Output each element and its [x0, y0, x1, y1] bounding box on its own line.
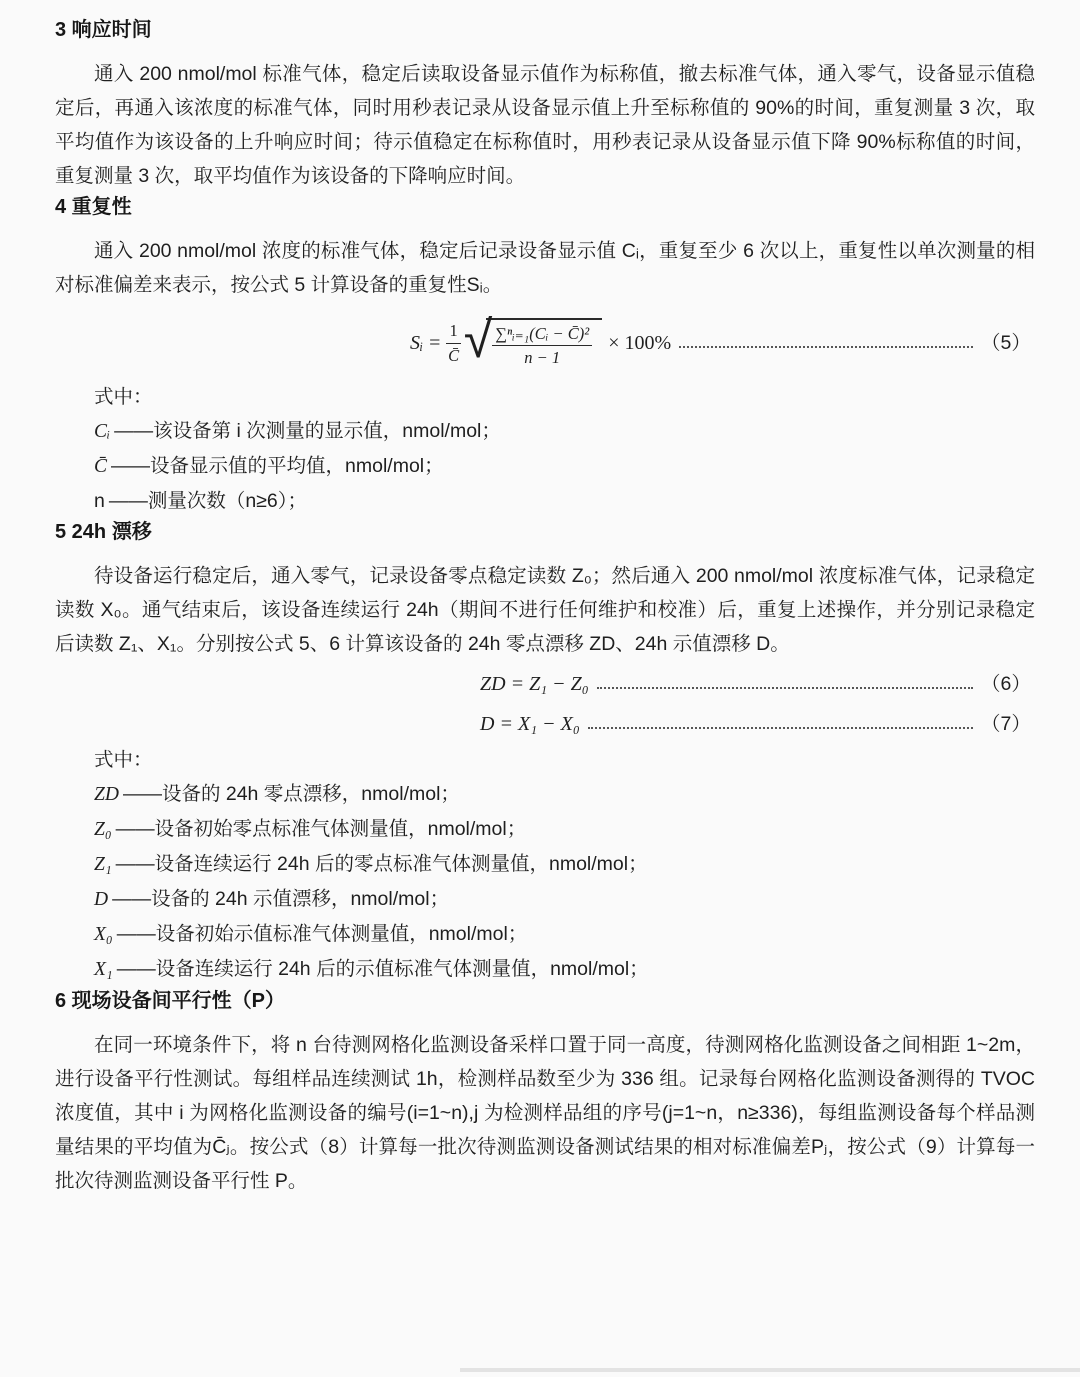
definition-desc: ——测量次数（n≥6）；	[108, 490, 308, 512]
definition-desc: ——设备显示值的平均值，nmol/mol；	[111, 455, 444, 477]
definition-row	[94, 812, 1035, 847]
definitions-list-2	[55, 777, 1035, 987]
definition-term: X₀	[94, 924, 113, 945]
definition-desc: ——设备初始示值标准气体测量值，nmol/mol；	[116, 923, 528, 945]
where-label-2: 式中：	[94, 749, 153, 771]
section-4-paragraph: 通入 200 nmol/mol 浓度的标准气体，稳定后记录设备显示值 Cᵢ，重复至少 6 次以上，重复性以单次测量的相对标准偏差来表示，按公式 5 计算设备的重复性Sᵢ。	[55, 240, 1035, 296]
dot-leader	[588, 727, 973, 729]
definition-row	[94, 882, 1035, 917]
definition-term: Z₀	[94, 819, 112, 840]
coefficient-fraction	[446, 320, 460, 366]
radicand-denominator: n − 1	[524, 348, 561, 367]
definition-term: X₁	[94, 959, 113, 980]
formula-6-body: ZD = Z₁ − Z₀	[480, 673, 589, 695]
formula-7	[55, 707, 1035, 741]
section-3-heading: 3 响应时间	[55, 19, 152, 41]
definition-desc: ——设备连续运行 24h 后的零点标准气体测量值，nmol/mol；	[115, 853, 648, 875]
definition-term: C̄	[94, 456, 108, 477]
dot-leader	[597, 687, 973, 689]
definition-desc: ——设备的 24h 示值漂移，nmol/mol；	[112, 888, 450, 910]
page-edge-scan-artifact	[460, 1368, 1080, 1372]
definition-term: Z₁	[94, 854, 112, 875]
section-5-heading: 5 24h 漂移	[55, 521, 152, 543]
definition-row	[94, 449, 1035, 484]
section-4-heading: 4 重复性	[55, 196, 132, 218]
definition-term: ZD	[94, 784, 119, 805]
dot-leader	[679, 346, 973, 348]
coefficient-numerator: 1	[446, 320, 460, 343]
formula-5-body	[410, 310, 672, 370]
definition-desc: ——该设备第 i 次测量的显示值，nmol/mol；	[114, 420, 501, 442]
formula-6	[55, 667, 1035, 701]
definition-term: D	[94, 889, 109, 910]
section-3-paragraph: 通入 200 nmol/mol 标准气体，稳定后读取设备显示值作为标称值，撤去标准气体，通入零气，设备显示值稳定后，再通入该浓度的标准气体，同时用秒表记录从设备显示值上升至标称值的 90%的时间，重复测量 3 次，取平均值作为该设备的上升响应时间；待示值稳定在标称值时，用秒表记录从设备显示值下降 90%标称值的时间，重复测量 3 次，取平均值作为该设备的下降响应时间。	[55, 63, 1035, 187]
definition-row	[94, 952, 1035, 987]
coefficient-denominator: C̄	[448, 345, 460, 365]
equation-number-5: （5）	[981, 332, 1031, 354]
radicand-fraction	[492, 323, 592, 369]
definition-term: n	[94, 490, 105, 512]
definition-desc: ——设备连续运行 24h 后的示值标准气体测量值，nmol/mol；	[116, 958, 649, 980]
radical-sign-icon: √	[463, 310, 493, 370]
definition-row	[94, 484, 1035, 518]
where-label-1: 式中：	[94, 386, 153, 408]
section-6-paragraph: 在同一环境条件下，将 n 台待测网格化监测设备采样口置于同一高度，待测网格化监测设备之间相距 1~2m，进行设备平行性测试。每组样品连续测试 1h，检测样品数至少为 336 组。记录每台网格化监测设备测得的 TVOC 浓度值，其中 i 为网格化监测设备的编号(i=1~n),j 为检测样品组的序号(j=1~n，n≥336)，每组监测设备每个样品测量结果的平均值为C̄ⱼ。按公式（8）计算每一批次待测监测设备测试结果的相对标准偏差Pⱼ，按公式（9）计算每一批次待测监测设备平行性 P。	[55, 1034, 1035, 1192]
definition-term: Cᵢ	[94, 421, 111, 442]
definition-row	[94, 847, 1035, 882]
formula-5	[55, 310, 1035, 376]
radicand-numerator: ∑ⁿᵢ₌₁(Cᵢ − C̄)²	[492, 323, 592, 346]
definition-desc: ——设备初始零点标准气体测量值，nmol/mol；	[115, 818, 527, 840]
square-root	[463, 310, 603, 370]
section-5-paragraph: 待设备运行稳定后，通入零气，记录设备零点稳定读数 Z₀；然后通入 200 nmol/mol 浓度标准气体，记录稳定读数 X₀。通气结束后，该设备连续运行 24h（期间不进行任何维护和校准）后，重复上述操作，并分别记录稳定后读数 Z₁、X₁。分别按公式 5、6 计算该设备的 24h 零点漂移 ZD、24h 示值漂移 D。	[55, 565, 1035, 655]
definition-row	[94, 414, 1035, 449]
definition-desc: ——设备的 24h 零点漂移，nmol/mol；	[122, 783, 460, 805]
definition-row	[94, 917, 1035, 952]
formula-7-body: D = X₁ − X₀	[480, 713, 580, 735]
equation-number-6: （6）	[981, 673, 1031, 695]
formula-5-lhs: Sᵢ	[410, 332, 424, 354]
definition-row	[94, 777, 1035, 812]
equation-number-7: （7）	[981, 713, 1031, 735]
equals-sign: =	[429, 332, 441, 354]
radicand	[486, 318, 602, 369]
percent-multiplier: × 100%	[608, 332, 672, 354]
section-6-heading: 6 现场设备间平行性（P）	[55, 990, 286, 1012]
definitions-list-1	[55, 414, 1035, 518]
